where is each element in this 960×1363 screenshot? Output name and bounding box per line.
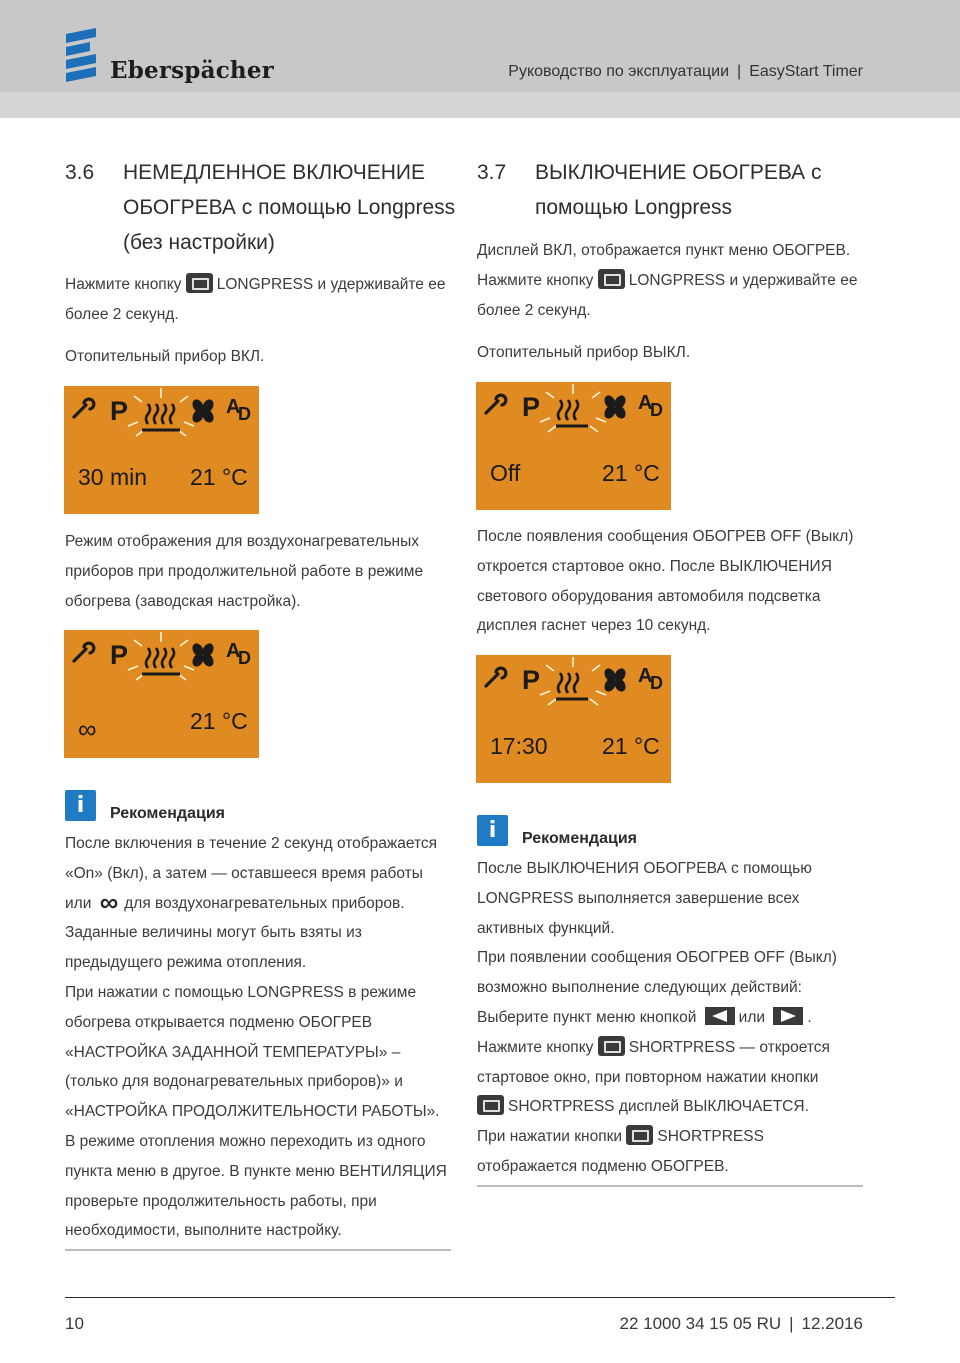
auto-d-letter: D (650, 673, 663, 693)
section-title: НЕМЕДЛЕННОЕ ВКЛЮЧЕНИЕ ОБОГРЕВА с помощью Longpress (без настройки) (123, 161, 456, 254)
fan-icon (190, 397, 216, 424)
left-arrow-button-icon (705, 1007, 735, 1025)
footer-separator: | (789, 1314, 794, 1333)
right-paragraph-2: Отопительный прибор ВЫКЛ. (477, 344, 691, 361)
text-fragment: SHORTPRESS дисплей ВЫКЛЮЧАЕТСЯ. (508, 1098, 809, 1116)
lcd-temperature: 21 °C (602, 460, 660, 486)
lcd-display-off (476, 382, 671, 510)
heating-icon (556, 400, 588, 426)
info-paragraph: В режиме отопления можно переходить из одного пункта меню в другое. В пункте меню ВЕНТИЛЯЦИЯ проверьте продолжительность работы, при необходимости, выполните настройку. (65, 1132, 447, 1240)
text-fragment: LONGPRESS и удерживайте ее более 2 секунд. (65, 276, 446, 323)
lcd-display-start-window (476, 655, 671, 783)
lcd-icon-row (476, 655, 671, 783)
lcd-p-letter: P (110, 396, 129, 426)
right-arrow-button-icon (773, 1007, 803, 1025)
doc-number: 22 1000 34 15 05 RU (619, 1314, 782, 1333)
left-info-text (65, 829, 453, 1246)
text-fragment: Нажмите кнопку (477, 271, 594, 289)
lcd-icon-row (476, 382, 671, 510)
auto-d-letter: D (650, 400, 663, 420)
auto-a-letter: A (638, 665, 653, 687)
left-paragraph-2: Отопительный прибор ВКЛ. (65, 348, 265, 365)
brand-name: Eberspächer (110, 57, 274, 84)
menu-button-icon (598, 1036, 625, 1056)
info-paragraph: После ВЫКЛЮЧЕНИЯ ОБОГРЕВА с помощью LONGPRESS выполняется завершение всех активных функций. (477, 860, 812, 937)
section-number: 3.6 (65, 161, 95, 184)
section-title: ВЫКЛЮЧЕНИЕ ОБОГРЕВА с помощью Longpress (535, 161, 822, 219)
auto-a-letter: A (226, 640, 241, 662)
wrench-icon (486, 395, 506, 413)
right-paragraph-1 (477, 236, 867, 325)
info-title: Рекомендация (110, 805, 225, 822)
heating-icon (142, 404, 180, 430)
section-number: 3.7 (477, 161, 507, 184)
lcd-icon-row (64, 386, 259, 514)
auto-a-letter: A (226, 396, 241, 418)
info-paragraph (477, 1033, 865, 1122)
eberspaecher-logo-icon (64, 28, 104, 90)
text-fragment: SHORTPRESS отображается подменю ОБОГРЕВ. (477, 1128, 764, 1175)
lcd-runtime: 30 min (78, 464, 148, 490)
info-paragraph: При появлении сообщения ОБОГРЕВ OFF (Выкл) возможно выполнение следующих действий: (477, 949, 837, 997)
menu-button-icon (626, 1125, 653, 1145)
right-paragraph-3: После появления сообщения ОБОГРЕВ OFF (Выкл) откроется стартовое окно. После ВЫКЛЮЧЕНИЯ светового оборудования автомобиля подсветка дисплея гаснет через 10 секунд. (477, 528, 854, 635)
lcd-p-letter: P (110, 640, 129, 670)
lcd-infinity: ∞ (78, 714, 97, 744)
header-title (508, 63, 863, 81)
wrench-icon (486, 668, 506, 686)
info-icon: i (477, 815, 508, 846)
text-fragment: При нажатии кнопки (477, 1128, 623, 1146)
right-info-text (477, 854, 865, 1182)
wrench-icon (74, 643, 94, 661)
fan-icon (190, 641, 216, 668)
lcd-temperature: 21 °C (190, 464, 248, 490)
wrench-icon (74, 399, 94, 417)
menu-button-icon (186, 273, 213, 293)
text-fragment: Выберите пункт меню кнопкой (477, 1008, 697, 1026)
text-fragment: LONGPRESS и удерживайте ее более 2 секунд. (477, 271, 858, 319)
lcd-clock: 17:30 (490, 733, 548, 759)
left-paragraph-3: Режим отображения для воздухонагревательных приборов при продолжительной работе в режиме обогрева (заводская настройка). (65, 533, 424, 610)
footer-doc-info (620, 1314, 864, 1334)
header-separator: | (737, 63, 742, 80)
text-fragment: SHORTPRESS — откроется стартовое окно, при повторном нажатии кнопки (477, 1038, 830, 1086)
heating-icon (142, 648, 180, 674)
info-paragraph: При нажатии с помощью LONGPRESS в режиме обогрева открывается подменю ОБОГРЕВ «НАСТРОЙКА ЗАДАННОЙ ТЕМПЕРАТУРЫ» – (только для водонагревательных приборов)» и «НАСТРОЙКА ПРОДОЛЖИТЕЛЬНОСТИ РАБОТЫ». (65, 983, 440, 1121)
lcd-display-heating-on (64, 386, 259, 514)
left-divider (65, 1249, 451, 1251)
fan-icon (602, 666, 628, 693)
lcd-display-continuous (64, 630, 259, 758)
text-fragment: Нажмите кнопку (65, 276, 182, 293)
lcd-p-letter: P (522, 392, 541, 422)
text-fragment: или (738, 1008, 766, 1026)
auto-d-letter: D (238, 404, 251, 424)
menu-button-icon (477, 1095, 504, 1115)
lcd-temperature: 21 °C (602, 733, 660, 759)
text-line: Дисплей ВКЛ, отображается пункт меню ОБОГРЕВ. (477, 242, 851, 259)
lcd-status-off: Off (490, 460, 521, 486)
info-paragraph (477, 1122, 865, 1182)
info-icon: i (65, 790, 96, 821)
auto-a-letter: A (638, 392, 653, 414)
info-title: Рекомендация (522, 830, 637, 847)
header-band-lower (0, 92, 960, 118)
auto-d-letter: D (238, 648, 251, 668)
right-divider (477, 1185, 863, 1187)
product-name: EasyStart Timer (749, 63, 863, 80)
doc-date: 12.2016 (801, 1314, 863, 1333)
info-paragraph (477, 1003, 865, 1033)
lcd-p-letter: P (522, 665, 541, 695)
text-fragment: . (807, 1008, 812, 1026)
page-number: 10 (65, 1314, 84, 1333)
footer-rule (65, 1297, 895, 1298)
text-fragment: Нажмите кнопку (477, 1038, 594, 1056)
heating-icon (556, 673, 588, 699)
left-paragraph-1 (65, 270, 455, 330)
manual-label: Руководство по эксплуатации (508, 63, 730, 80)
lcd-temperature: 21 °C (190, 708, 248, 734)
menu-button-icon (598, 269, 625, 289)
fan-icon (602, 393, 628, 420)
infinity-icon: ∞ (99, 886, 119, 917)
text-fragment: После включения в течение 2 секунд отображается «On» (Вкл), а затем — оставшееся время работы или (65, 835, 438, 912)
text-fragment: для воздухонагревательных приборов. Заданные величины могут быть взяты из предыдущего режима отопления. (65, 894, 405, 972)
